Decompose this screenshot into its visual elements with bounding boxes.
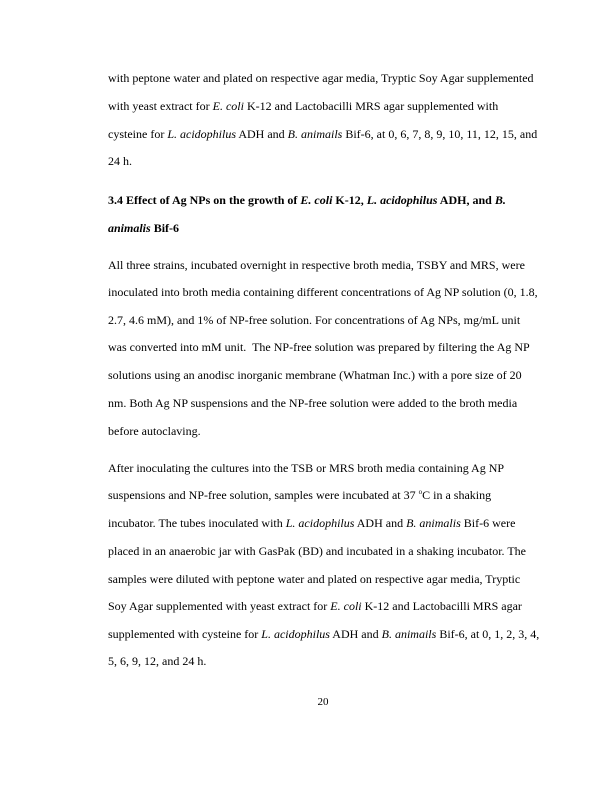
text-line: 24 h. (108, 154, 132, 168)
species-name: B. animails (381, 627, 437, 641)
degree-superscript: o (418, 488, 423, 496)
text-line: Soy Agar supplemented with yeast extract for E. coli K-12 and Lactobacilli MRS agar (108, 599, 522, 613)
text-line: with yeast extract for E. coli K-12 and Lactobacilli MRS agar supplemented with (108, 99, 499, 113)
heading-line: animalis Bif-6 (108, 221, 180, 235)
text-line: was converted into mM unit. The NP-free solution was prepared by filtering the Ag NP (108, 340, 530, 354)
text-line: nm. Both Ag NP suspensions and the NP-free solution were added to the broth media (108, 396, 518, 410)
text-line: cysteine for L. acidophilus ADH and B. animails Bif-6, at 0, 6, 7, 8, 9, 10, 11, 12, 15, and (108, 127, 538, 141)
species-name: B. (494, 193, 506, 207)
species-name: L. acidophilus (167, 127, 236, 141)
text-line: inoculated into broth media containing different concentrations of Ag NP solution (0, 1.8, (108, 285, 538, 299)
text-line: samples were diluted with peptone water and plated on respective agar media, Tryptic (108, 572, 521, 586)
species-name: L. acidophilus (285, 516, 355, 530)
text-line: incubator. The tubes inoculated with L. acidophilus ADH and B. animalis Bif-6 were (108, 516, 516, 530)
species-name: L. acidophilus (261, 627, 330, 641)
text-line: 2.7, 4.6 mM), and 1% of NP-free solution. For concentrations of Ag NPs, mg/mL unit (108, 313, 521, 327)
text-line: suspensions and NP-free solution, samples were incubated at 37 $^o$C in a shaking (108, 488, 492, 502)
text-line: placed in an anaerobic jar with GasPak (BD) and incubated in a shaking incubator. The (108, 544, 526, 558)
heading-line: 3.4 Effect of Ag NPs on the growth of E. coli K-12, L. acidophilus ADH, and B. (108, 193, 506, 207)
text-line: All three strains, incubated overnight in respective broth media, TSBY and MRS, were (108, 258, 525, 272)
text-line: with peptone water and plated on respective agar media, Tryptic Soy Agar supplemented (108, 71, 534, 85)
text-line: before autoclaving. (108, 424, 201, 438)
species-name: E. coli (212, 99, 244, 113)
text-line: supplemented with cysteine for L. acidophilus ADH and B. animails Bif-6, at 0, 1, 2, 3, 4, (108, 627, 540, 641)
species-name: B. animalis (406, 516, 461, 530)
page-number: 20 (317, 696, 329, 708)
text-line: After inoculating the cultures into the TSB or MRS broth media containing Ag NP (108, 461, 505, 475)
species-name: E. coli (300, 193, 333, 207)
text-line: solutions using an anodisc inorganic membrane (Whatman Inc.) with a pore size of 20 (108, 368, 522, 382)
species-name: animalis (108, 221, 151, 235)
species-name: E. coli (330, 599, 362, 613)
species-name: B. animails (287, 127, 343, 141)
species-name: L. acidophilus (366, 193, 438, 207)
text-line: 5, 6, 9, 12, and 24 h. (108, 654, 207, 668)
